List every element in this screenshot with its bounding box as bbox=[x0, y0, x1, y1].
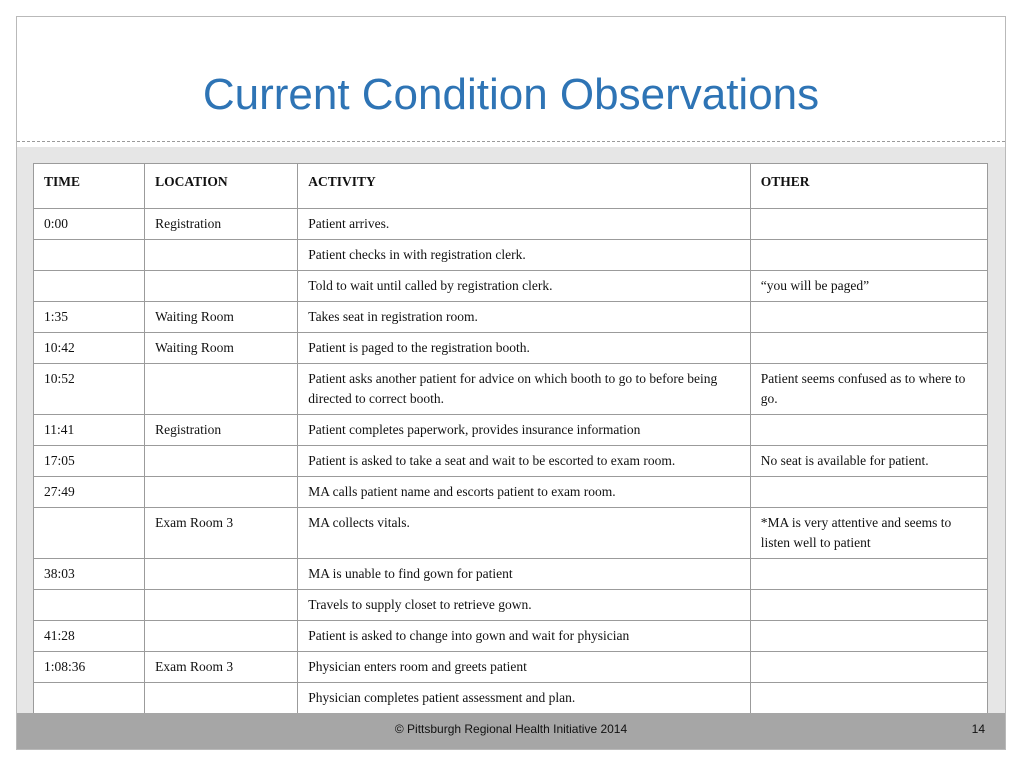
cell-other bbox=[750, 415, 987, 446]
slide bbox=[16, 16, 1006, 750]
header-time: TIME bbox=[34, 164, 145, 209]
table-row bbox=[34, 477, 988, 508]
cell-location: Registration bbox=[145, 415, 298, 446]
table-row bbox=[34, 333, 988, 364]
cell-other: “you will be paged” bbox=[750, 271, 987, 302]
title-area bbox=[17, 17, 1005, 142]
header-location: LOCATION bbox=[145, 164, 298, 209]
cell-time: 27:49 bbox=[34, 477, 145, 508]
observations-table bbox=[33, 163, 988, 714]
cell-time: 38:03 bbox=[34, 559, 145, 590]
cell-activity: Takes seat in registration room. bbox=[298, 302, 750, 333]
cell-activity: Patient is asked to change into gown and wait for physician bbox=[298, 621, 750, 652]
cell-location bbox=[145, 446, 298, 477]
footer-bar bbox=[17, 713, 1005, 749]
cell-activity: Patient asks another patient for advice on which booth to go to before being directed to correct booth. bbox=[298, 364, 750, 415]
table-row bbox=[34, 415, 988, 446]
cell-activity: Patient is asked to take a seat and wait to be escorted to exam room. bbox=[298, 446, 750, 477]
cell-location bbox=[145, 590, 298, 621]
table-header-row bbox=[34, 164, 988, 209]
cell-time bbox=[34, 683, 145, 714]
cell-time bbox=[34, 271, 145, 302]
cell-other bbox=[750, 652, 987, 683]
content-area bbox=[17, 147, 1005, 715]
cell-location bbox=[145, 271, 298, 302]
cell-location bbox=[145, 683, 298, 714]
table-row bbox=[34, 364, 988, 415]
cell-activity: Physician enters room and greets patient bbox=[298, 652, 750, 683]
cell-other bbox=[750, 683, 987, 714]
cell-activity: Told to wait until called by registration clerk. bbox=[298, 271, 750, 302]
cell-time: 0:00 bbox=[34, 209, 145, 240]
cell-activity: Patient arrives. bbox=[298, 209, 750, 240]
cell-time: 10:42 bbox=[34, 333, 145, 364]
cell-location: Waiting Room bbox=[145, 333, 298, 364]
cell-activity: Patient completes paperwork, provides insurance information bbox=[298, 415, 750, 446]
cell-time bbox=[34, 508, 145, 559]
cell-location bbox=[145, 621, 298, 652]
table-row bbox=[34, 508, 988, 559]
cell-other bbox=[750, 302, 987, 333]
cell-time: 1:08:36 bbox=[34, 652, 145, 683]
table-row bbox=[34, 559, 988, 590]
cell-location bbox=[145, 559, 298, 590]
cell-other bbox=[750, 477, 987, 508]
cell-time: 41:28 bbox=[34, 621, 145, 652]
cell-time bbox=[34, 240, 145, 271]
table-body bbox=[34, 209, 988, 714]
cell-other bbox=[750, 559, 987, 590]
cell-other bbox=[750, 240, 987, 271]
cell-time bbox=[34, 590, 145, 621]
cell-location bbox=[145, 240, 298, 271]
cell-location bbox=[145, 477, 298, 508]
cell-activity: MA collects vitals. bbox=[298, 508, 750, 559]
cell-other: *MA is very attentive and seems to listen well to patient bbox=[750, 508, 987, 559]
cell-other bbox=[750, 209, 987, 240]
slide-title: Current Condition Observations bbox=[202, 70, 820, 119]
page-number: 14 bbox=[971, 722, 985, 736]
table-row bbox=[34, 446, 988, 477]
cell-activity: Travels to supply closet to retrieve gown. bbox=[298, 590, 750, 621]
cell-other bbox=[750, 621, 987, 652]
cell-other: Patient seems confused as to where to go. bbox=[750, 364, 987, 415]
cell-location bbox=[145, 364, 298, 415]
cell-other bbox=[750, 590, 987, 621]
cell-location: Registration bbox=[145, 209, 298, 240]
header-other: OTHER bbox=[750, 164, 987, 209]
table-row bbox=[34, 209, 988, 240]
header-activity: ACTIVITY bbox=[298, 164, 750, 209]
cell-time: 10:52 bbox=[34, 364, 145, 415]
cell-time: 17:05 bbox=[34, 446, 145, 477]
cell-activity: MA is unable to find gown for patient bbox=[298, 559, 750, 590]
cell-activity: Patient checks in with registration clerk. bbox=[298, 240, 750, 271]
cell-location: Waiting Room bbox=[145, 302, 298, 333]
cell-activity: Physician completes patient assessment and plan. bbox=[298, 683, 750, 714]
cell-location: Exam Room 3 bbox=[145, 652, 298, 683]
table-row bbox=[34, 271, 988, 302]
cell-other bbox=[750, 333, 987, 364]
table-row bbox=[34, 621, 988, 652]
cell-location: Exam Room 3 bbox=[145, 508, 298, 559]
table-row bbox=[34, 652, 988, 683]
cell-activity: Patient is paged to the registration booth. bbox=[298, 333, 750, 364]
table-row bbox=[34, 240, 988, 271]
table-row bbox=[34, 683, 988, 714]
cell-time: 11:41 bbox=[34, 415, 145, 446]
table-row bbox=[34, 302, 988, 333]
cell-activity: MA calls patient name and escorts patient to exam room. bbox=[298, 477, 750, 508]
footer-copyright: © Pittsburgh Regional Health Initiative 2014 bbox=[394, 722, 628, 736]
cell-other: No seat is available for patient. bbox=[750, 446, 987, 477]
cell-time: 1:35 bbox=[34, 302, 145, 333]
table-row bbox=[34, 590, 988, 621]
